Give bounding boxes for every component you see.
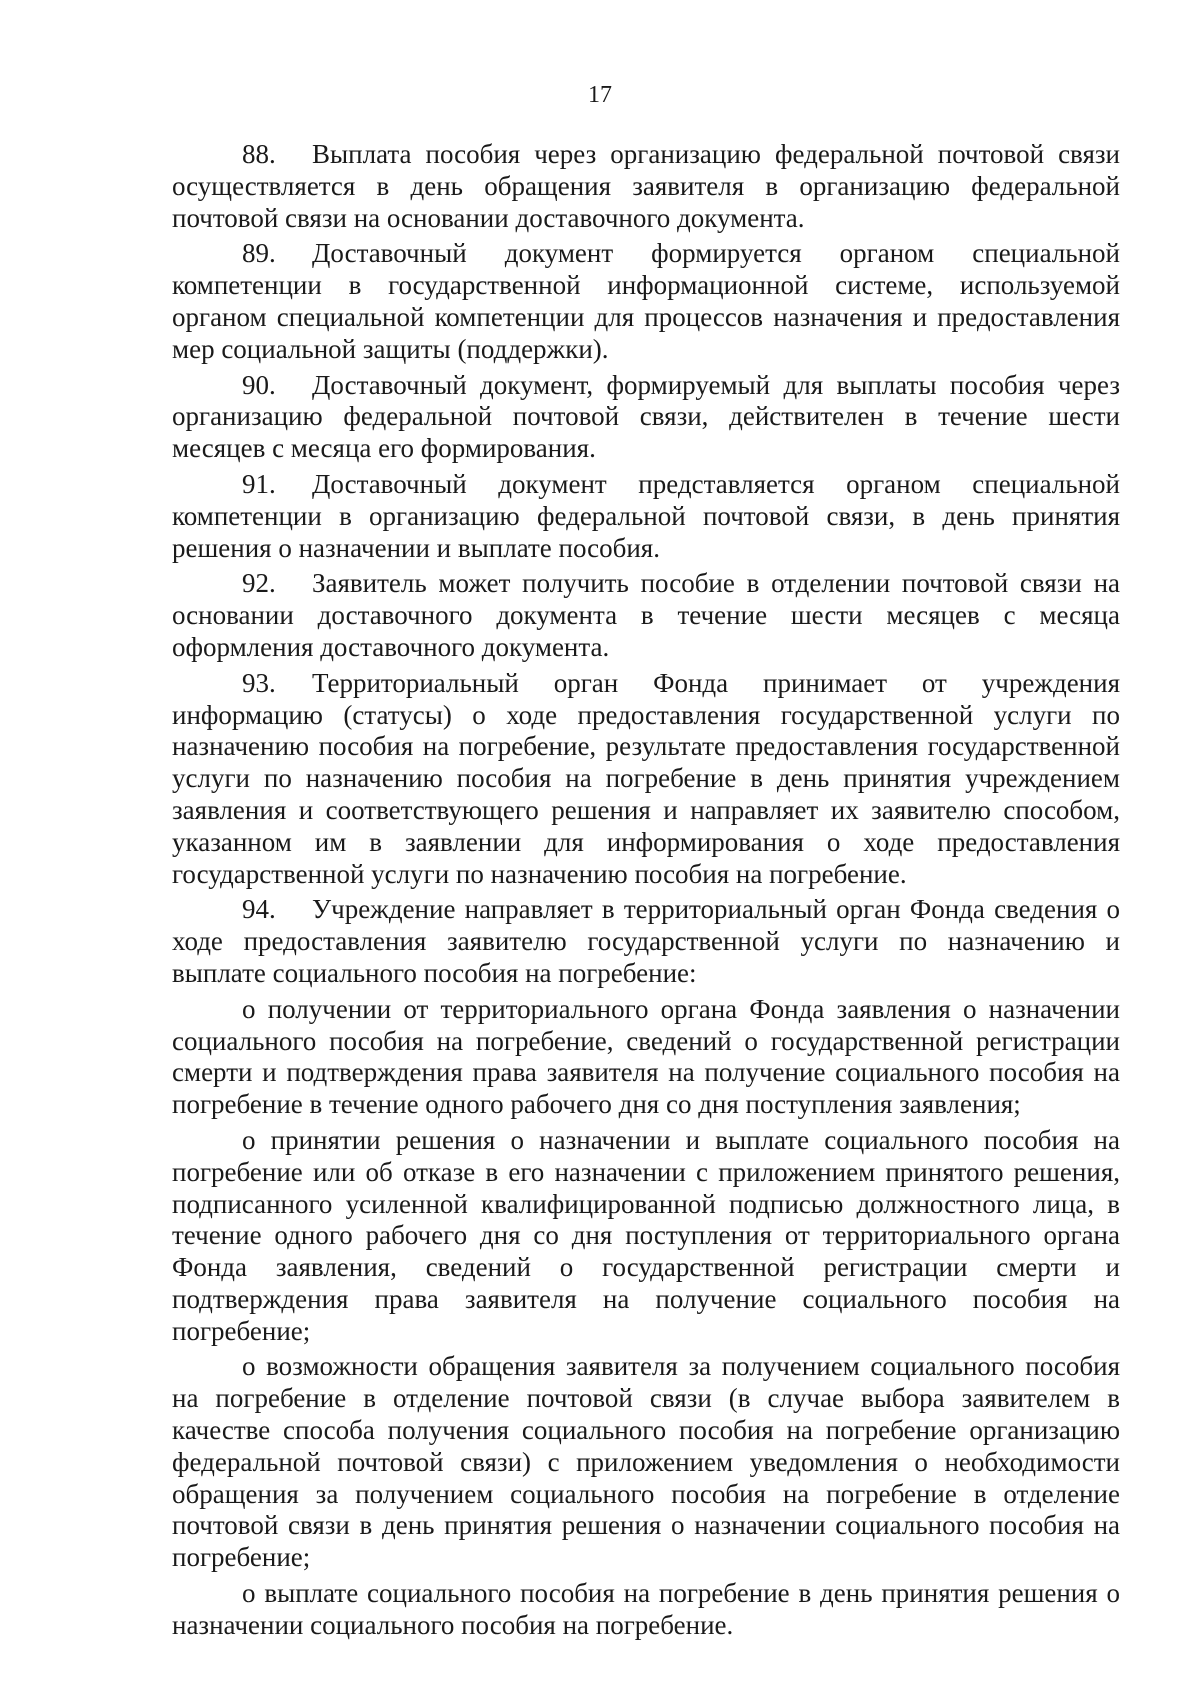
paragraph-number: 89. (242, 238, 276, 269)
subparagraph-item: о получении от территориального органа Фонда заявления о назначении социального пособия на погребение, сведений о государственной регистрации смерти и подтверждения права заявителя на получение социального пособия на погребение в течение одного рабочего дня со дня поступления заявления; (172, 993, 1120, 1120)
paragraph-number: 88. (242, 139, 276, 169)
paragraph-89 (172, 238, 1120, 365)
subparagraph-item: о возможности обращения заявителя за получением социального пособия на погребение в отделение почтовой связи (в случае выбора заявителем в качестве способа получения социального пособия на погребение организацию федеральной почтовой связи) с приложением уведомления о необходимости обращения за получением социального пособия на погребение в отделение почтовой связи в день принятия решения о назначении социального пособия на погребение; (172, 1351, 1120, 1573)
paragraph-text: Доставочный документ представляется органом специальной компетенции в организацию федеральной почтовой связи, в день принятия решения о назначении и выплате пособия. (172, 468, 1120, 563)
subparagraph-item: о принятии решения о назначении и выплате социального пособия на погребение или об отказе в его назначении с приложением принятого решения, подписанного усиленной квалифицированной подписью должностного лица, в течение одного рабочего дня со дня поступления от территориального органа Фонда заявления, сведений о государственной регистрации смерти и подтверждения права заявителя на получение социального пособия на погребение; (172, 1124, 1120, 1346)
paragraph-88 (172, 139, 1120, 234)
paragraph-number: 93. (242, 667, 276, 698)
paragraph-93 (172, 668, 1120, 891)
paragraph-text: Выплата пособия через организацию федеральной почтовой связи осуществляется в день обращения заявителя в организацию федеральной почтовой связи на основании доставочного документа. (172, 139, 1120, 233)
paragraph-number: 94. (242, 894, 276, 925)
paragraph-text: Территориальный орган Фонда принимает от учреждения информацию (статусы) о ходе предоставления государственной услуги по назначению пособия на погребение, результате предоставления государственной услуги по назначению пособия на погребение в день принятия учреждением заявления и соответствующего решения и направляет их заявителю способом, указанном им в заявлении для информирования о ходе предоставления государственной услуги по назначению пособия на погребение. (172, 667, 1120, 889)
paragraph-91 (172, 469, 1120, 564)
document-body (172, 139, 1120, 1646)
subparagraph-item: о выплате социального пособия на погребение в день принятия решения о назначении социального пособия на погребение. (172, 1578, 1120, 1640)
page-number: 17 (588, 82, 612, 108)
paragraph-90 (172, 370, 1120, 465)
paragraph-text: Заявитель может получить пособие в отделении почтовой связи на основании доставочного документа в течение шести месяцев с месяца оформления доставочного документа. (172, 568, 1120, 662)
paragraph-text: Учреждение направляет в территориальный орган Фонда сведения о ходе предоставления заявителю государственной услуги по назначению и выплате социального пособия на погребение: (172, 894, 1120, 988)
paragraph-number: 90. (242, 369, 276, 400)
paragraph-text: Доставочный документ, формируемый для выплаты пособия через организацию федеральной почтовой связи, действителен в течение шести месяцев с месяца его формирования. (172, 369, 1120, 464)
paragraph-92 (172, 568, 1120, 663)
paragraph-number: 92. (242, 568, 276, 599)
paragraph-94 (172, 894, 1120, 989)
paragraph-text: Доставочный документ формируется органом специальной компетенции в государственной информационной системе, используемой органом специальной компетенции для процессов назначения и предоставления мер социальной защиты (поддержки). (172, 238, 1120, 364)
paragraph-number: 91. (242, 468, 276, 499)
